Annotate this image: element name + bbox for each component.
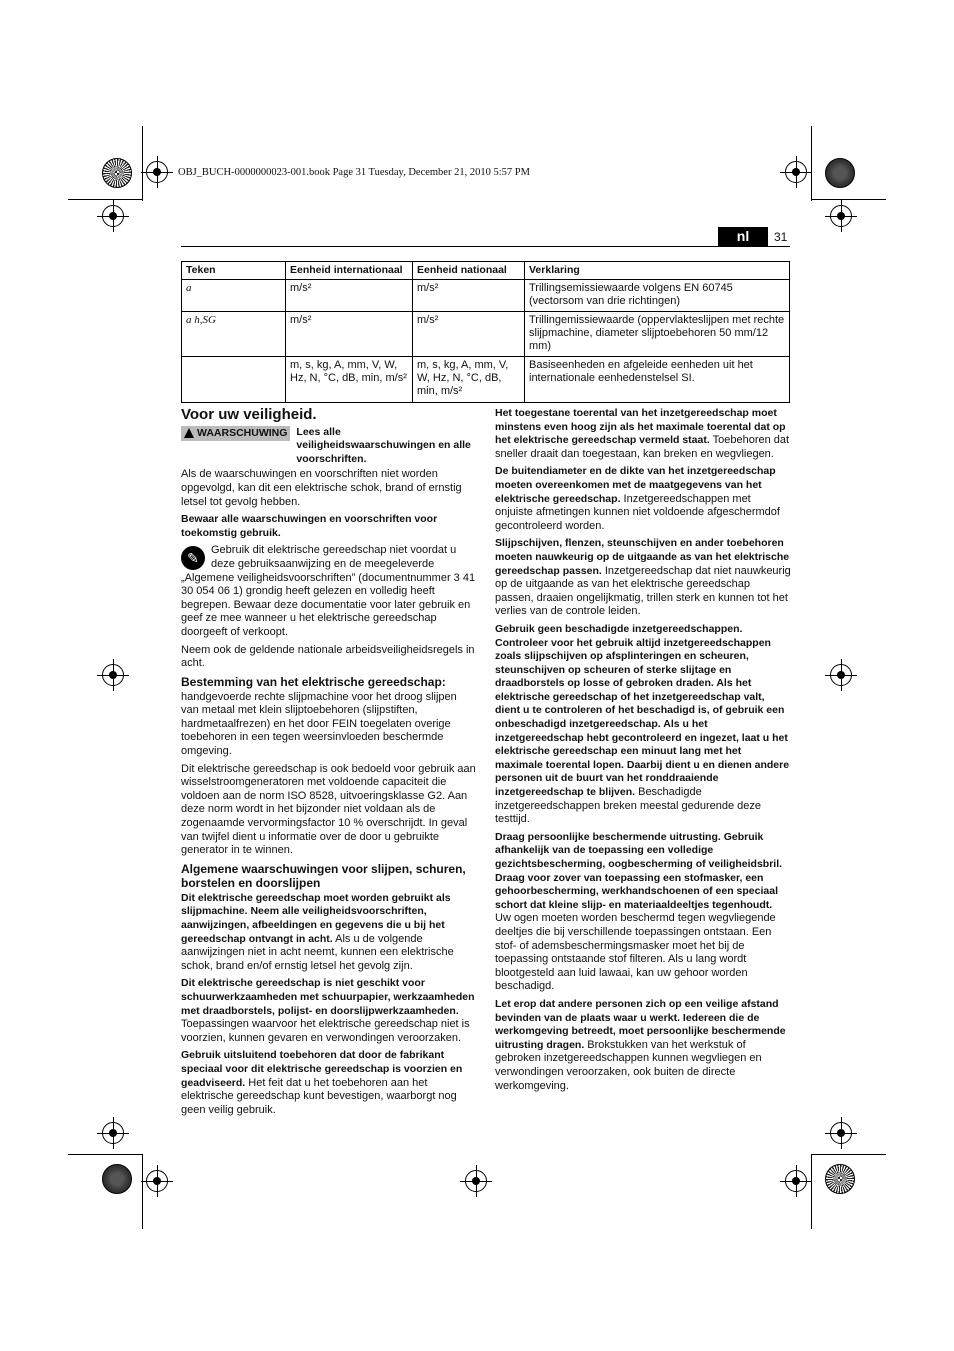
registration-mark xyxy=(785,161,807,183)
bold-lead: Draag persoonlijke beschermende uitrusting. Gebruik afhankelijk van de toepassing een volledige gezichtsbescherming, oogbescherming of veiligheidsbril. Draag voor zover van toepassing een stofmasker, een gehoorbescherming, werkhandschoenen of een speciaal schort dat kleine slijp- en materiaaldeeltjes tegenhoudt. xyxy=(495,830,783,911)
read-manual-icon: ✎ xyxy=(181,546,205,570)
table-cell-symbol: a h,SG xyxy=(182,312,286,357)
warning-badge xyxy=(181,426,290,441)
paragraph xyxy=(495,623,791,827)
registration-mark xyxy=(830,664,852,686)
table-cell-desc: Basiseenheden en afgeleide eenheden uit het internationale eenhedenstelsel SI. xyxy=(525,357,790,403)
registration-mark xyxy=(830,205,852,227)
table-cell-intl: m, s, kg, A, mm, V, W, Hz, N, °C, dB, min, m/s² xyxy=(286,357,413,403)
paragraph: handgevoerde rechte slijpmachine voor het droog slijpen van metaal met klein slijptoebehoren (slijpstiften, hardmetaalfrezen) en het door FEIN toegelaten overige toebehoren in een tegen weersinvloeden beschermde omgeving. xyxy=(181,690,457,758)
paragraph: Als de waarschuwingen en voorschriften niet worden opgevolgd, kan dit een elektrische schok, brand of ernstig letsel tot gevolg hebben. xyxy=(181,468,462,508)
bold-lead: De buitendiameter en de dikte van het inzetgereedschap moeten overeenkomen met de maatgegevens van het elektrische gereedschap. xyxy=(495,465,776,505)
warning-label: WAARSCHUWING xyxy=(197,426,288,439)
bold-lead: Gebruik uitsluitend toebehoren dat door de fabrikant speciaal voor dit elektrische gereedschap is voorzien en geadviseerd. xyxy=(181,1049,463,1089)
registration-mark xyxy=(785,1170,807,1192)
table-cell-symbol: a xyxy=(182,280,286,312)
table-cell-desc: Trillingsemissiewaarde volgens EN 60745 (vectorsom van drie richtingen) xyxy=(525,280,790,312)
color-rosette-top-right xyxy=(825,158,855,188)
warning-triangle-icon xyxy=(184,428,194,438)
table-row xyxy=(182,357,790,403)
table-row xyxy=(182,312,790,357)
registration-mark xyxy=(830,1122,852,1144)
paragraph xyxy=(495,465,791,533)
paragraph xyxy=(495,998,791,1093)
bold-lead: Dit elektrische gereedschap moet worden gebruikt als slijpmachine. Neem alle veiligheidsvoorschriften, aanwijzingen, afbeeldingen en gegevens die u bij het gereedschap ontvangt in acht. xyxy=(181,891,451,945)
registration-mark xyxy=(102,205,124,227)
paragraph xyxy=(181,544,477,639)
paragraph xyxy=(495,537,791,619)
units-table xyxy=(181,261,790,403)
column-header: Verklaring xyxy=(525,262,790,280)
bold-lead: Let erop dat andere personen zich op een veilige afstand bevinden van de plaats waar u werkt. Iedereen die de werkomgeving betreedt, moet persoonlijke beschermende uitrusting dragen. xyxy=(495,997,786,1051)
registration-mark xyxy=(102,664,124,686)
paragraph xyxy=(495,831,791,994)
table-row xyxy=(182,280,790,312)
paragraph-text: Inzetgereedschappen met onjuiste afmetingen kunnen niet voldoende afgeschermdof gecontroleerd worden. xyxy=(495,492,780,532)
table-cell-intl: m/s² xyxy=(286,280,413,312)
section-title: Voor uw veiligheid. xyxy=(181,406,317,423)
registration-mark xyxy=(146,161,168,183)
subsection-title: Algemene waarschuwingen voor slijpen, schuren, borstelen en doorslijpen xyxy=(181,861,466,890)
table-cell-desc: Trillingemissiewaarde (oppervlakteslijpen met rechte slijpmachine, diameter slijptoebehoren 50 mm/12 mm) xyxy=(525,312,790,357)
paragraph xyxy=(181,977,477,1045)
paragraph-text: Beschadigde inzetgereedschappen breken meestal gedurende deze testtijd. xyxy=(495,786,762,826)
crop-line xyxy=(811,1154,812,1229)
table-cell-symbol xyxy=(182,357,286,403)
column-header: Eenheid internationaal xyxy=(286,262,413,280)
paragraph-text: Brokstukken van het werkstuk of gebroken inzetgereedschappen kunnen wegvliegen en verwondingen veroorzaken, ook buiten de directe werkomgeving. xyxy=(495,1038,762,1092)
crop-line xyxy=(811,199,886,200)
warning-block xyxy=(181,426,477,467)
table-cell-nat: m/s² xyxy=(413,312,525,357)
table-cell-nat: m/s² xyxy=(413,280,525,312)
table-cell-nat: m, s, kg, A, mm, V, W, Hz, N, °C, dB, min, m/s² xyxy=(413,357,525,403)
crop-line xyxy=(811,126,812,201)
right-column xyxy=(495,407,791,1097)
crop-line xyxy=(68,1154,143,1155)
bold-lead: Het toegestane toerental van het inzetgereedschap moet minstens even hoog zijn als het maximale toerental dat op het elektrische gereedschap vermeld staat. xyxy=(495,407,786,447)
warning-text: Lees alle veiligheidswaarschuwingen en alle voorschriften. xyxy=(296,425,471,465)
color-rosette-bottom-right xyxy=(825,1164,855,1194)
paragraph xyxy=(181,1049,477,1117)
crop-line xyxy=(142,1154,143,1229)
table-header-row xyxy=(182,262,790,280)
paragraph xyxy=(495,407,791,461)
paragraph-bold: Bewaar alle waarschuwingen en voorschriften voor toekomstig gebruik. xyxy=(181,513,438,539)
registration-mark xyxy=(102,1122,124,1144)
bold-lead: Gebruik geen beschadigde inzetgereedschappen. Controleer voor het gebruik altijd inzetgereedschappen zoals slijpschijven op afsplinteringen en scheuren, steunschijven op scheuren of sterke slijtage en draadborstels op losse of gebroken draden. Als het elektrische gereedschap of het inzetgereedschap valt, dient u te controleren of het beschadigd is, of gebruik een onbeschadigd inzetgereedschap. Als u het inzetgereedschap hebt gecontroleerd en ingezet, laat u het elektrische gereedschap een minuut lang met het maximale toerental lopen. Daarbij dient u en dienen andere personen uit de buurt van het ronddraaiende inzetgereedschap te blijven. xyxy=(495,622,790,799)
color-rosette-top-left xyxy=(102,158,132,188)
paragraph-text: Het feit dat u het toebehoren aan het elektrische gereedschap kunt bevestigen, waarborgt nog geen veilig gebruik. xyxy=(181,1076,457,1116)
header-rule xyxy=(181,246,790,247)
paragraph-text: Inzetgereedschap dat niet nauwkeurig op de uitgaande as van het elektrische gereedschap passen, draaien ongelijkmatig, trillen sterk en kunnen tot het verlies van de controle leiden. xyxy=(495,564,791,618)
paragraph-text: Gebruik dit elektrische gereedschap niet voordat u deze gebruiksaanwijzing en de meegeleverde „Algemene veiligheidsvoorschriften” (documentnummer 3 41 30 054 06 1) grondig heeft gelezen en volledig heeft begrepen. Bewaar deze documentatie voor later gebruik en geef ze mee wanneer u het elektrische gereedschap doorgeeft of verkoopt. xyxy=(181,544,476,638)
crop-line xyxy=(142,126,143,201)
bold-lead: Slijpschijven, flenzen, steunschijven en ander toebehoren moeten nauwkeurig op de uitgaande as van het elektrische gereedschap passen. xyxy=(495,537,790,577)
paragraph: Neem ook de geldende nationale arbeidsveiligheidsregels in acht. xyxy=(181,643,475,670)
book-file-info: OBJ_BUCH-0000000023-001.book Page 31 Tuesday, December 21, 2010 5:57 PM xyxy=(178,167,530,178)
subsection-title: Bestemming van het elektrische gereedschap: xyxy=(181,674,446,689)
paragraph-text: Toepassingen waarvoor het elektrische gereedschap niet is voorzien, kunnen gevaren en verwondingen veroorzaken. xyxy=(181,1018,470,1044)
crop-line xyxy=(68,199,143,200)
color-rosette-bottom-left xyxy=(102,1164,132,1194)
paragraph-text: Als u de volgende aanwijzingen niet in acht neemt, kunnen een elektrische schok, brand en/of ernstig letsel het gevolg zijn. xyxy=(181,932,454,972)
registration-mark xyxy=(146,1170,168,1192)
left-column xyxy=(181,408,477,1121)
paragraph xyxy=(181,892,477,974)
page-number: 31 xyxy=(774,230,788,244)
bold-lead: Dit elektrische gereedschap is niet geschikt voor schuurwerkzaamheden met schuurpapier, werkzaamheden met draadborstels, polijst- en doorslijpwerkzaamheden. xyxy=(181,977,475,1017)
column-header: Eenheid nationaal xyxy=(413,262,525,280)
paragraph: Dit elektrische gereedschap is ook bedoeld voor gebruik aan wisselstroomgeneratoren met voldoende capaciteit die voldoen aan de norm ISO 8528, uitvoeringsklasse G2. Aan deze norm wordt in het bijzonder niet voldaan als de zogenaamde vervormingsfactor 10 % overschrijdt. In geval van twijfel dient u informatie over de door u gebruikte generator in te winnen. xyxy=(181,762,476,857)
table-cell-intl: m/s² xyxy=(286,312,413,357)
column-header: Teken xyxy=(182,262,286,280)
paragraph-text: Toebehoren dat sneller draait dan toegestaan, kan breken en wegvliegen. xyxy=(495,434,790,460)
registration-mark xyxy=(465,1170,487,1192)
language-badge: nl xyxy=(718,227,768,246)
paragraph-text: Uw ogen moeten worden beschermd tegen wegvliegende deeltjes die bij verschillende toepassingen ontstaan. Een stof- of ademsbeschermingsmasker moet het bij de toepassing ontstaande stof filteren. Als u lang wordt blootgesteld aan luid lawaai, kan uw gehoor worden beschadigd. xyxy=(495,912,776,993)
crop-line xyxy=(811,1154,886,1155)
